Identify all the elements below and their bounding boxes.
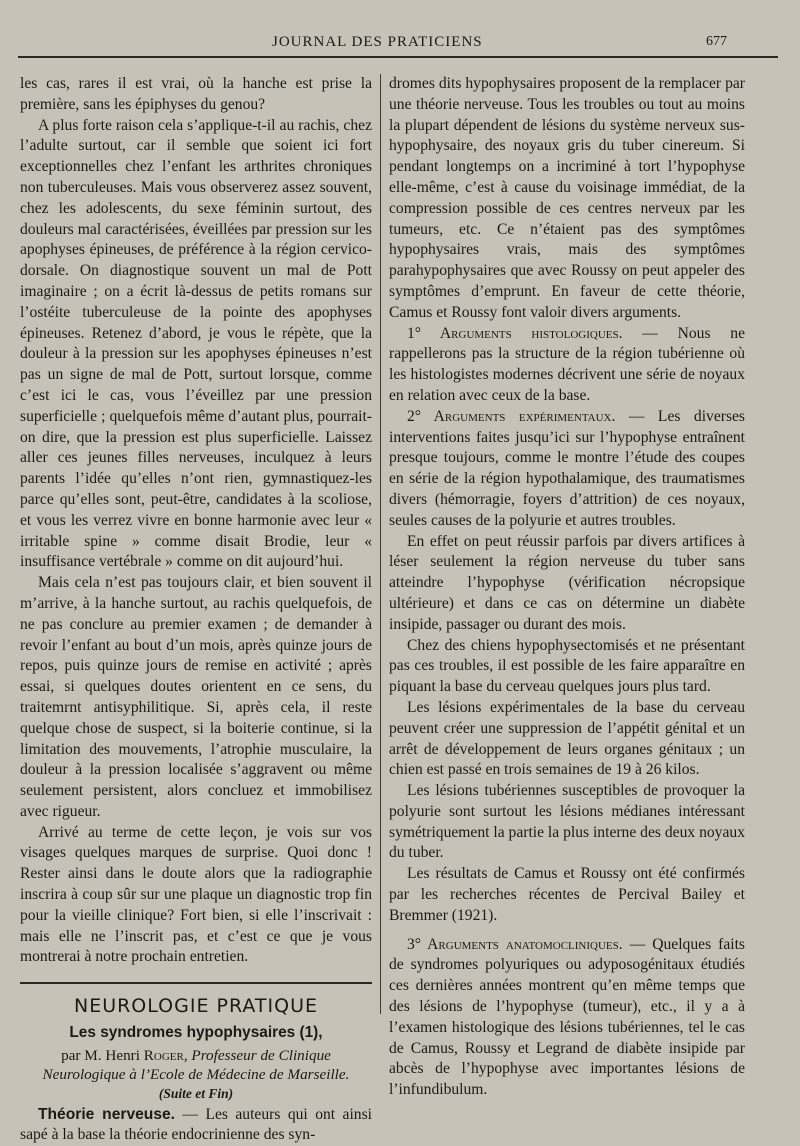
author-name: Roger [143,1046,184,1064]
suite-note: (Suite et Fin) [158,1085,234,1101]
paragraph: Chez des chiens hypophysectomisés et ne présentant pas ces troubles, il est possible de les faire apparaître en piquant la base du cerveau quelques jours plus tard. [389,636,745,696]
journal-title: JOURNAL DES PRATICIENS [272,34,483,50]
paragraph [20,1105,372,1146]
author-role: , Professeur de Clinique Neurologique à l’Ecole de Médecine de Marseille. [42,1046,350,1083]
run-in-text: — Quelques faits de syndromes polyuriques ou adyposogénitaux étudiés ces dernières années montrent qu’en même temps que des lésions de l’hypophyse (tumeur), etc., il y a à l’examen histologique des lésions tubériennes, tel le cas de Camus, Roussy et Legrand de diabète insipide par abcès de l’hypophyse avec importantes lésions de l’infundibulum. [389,935,745,1099]
run-in-heading: Théorie nerveuse. [38,1105,175,1123]
paragraph: Les lésions tubériennes susceptibles de provoquer la polyurie sont surtout les lésions médianes intéressant symétriquement la partie la plus interne des deux noyaux du tuber. [389,782,745,862]
byline [20,1046,372,1084]
run-in-heading: 3° Arguments anatomocliniques. [407,935,623,953]
paragraph: dromes dits hypophysaires proposent de la remplacer par une théorie nerveuse. Tous les troubles ou tout au moins la plupart dépendent de lésions du système nerveux sus-hypophysaire, des noyaux gris du tuber cinereum. Si pendant longtemps on a incriminé à tort l’hypophyse elle-même, c’est à cause du voisinage immédiat, de la compression possible de ces centres nerveux par les tumeurs, etc. Ce n’étaient pas des symptômes hypophysaires vrais, mais des symptômes parahypophysaires que avec Roussy on peut appeler des symptômes d’emprunt. En faveur de cette théorie, Camus et Roussy font valoir divers arguments. [389,75,745,321]
article-title: Les syndromes hypophysaires (1), [69,1024,323,1042]
paragraph: Les lésions expérimentales de la base du cerveau peuvent créer une suppression de l’appétit génital et un arrêt de développement de leurs organes génitaux ; un chien est passé en trois semaines de 19 à 26 kilos. [389,698,745,779]
run-in-text: — Les auteurs qui ont ainsi sapé à la base la théorie endocrinienne des syn- [20,1105,372,1144]
right-column [389,74,745,1101]
header-rule [18,56,778,58]
byline-prefix: par M. Henri [61,1046,144,1064]
paragraph: Mais cela n’est pas toujours clair, et bien souvent il m’arrive, à la hanche surtout, au rachis quelquefois, de ne pas conclure au premier examen ; de demander à revoir l’enfant au bout d’un mois, après quinze jours de repos, puis quinze jours de remise en activité ; après essai, si quelques doutes orientent en ce sens, du traitemrnt antisyphilitique. Si, après cela, il reste quelque chose de suspect, si la boiterie continue, si la limitation des mouvements, l’atrophie musculaire, la douleur à la pression localisée s’aggravent ou même seulement persistent, alors concluez et immobilisez avec rigueur. [20,574,372,820]
paragraph: Les résultats de Camus et Roussy ont été confirmés par les recherches récentes de Percival Bailey et Bremmer (1921). [389,865,745,924]
run-in-text: — Les diverses interventions faites jusqu’ici sur l’hypophyse entraînent presque toujours, comme le montre l’étude des coupes en série de la région hypothalamique, des traumatismes divers (hémorragie, foyers d’attrition) de ces noyaux, seules causes de la polyurie et autres troubles. [389,407,745,529]
paragraph: les cas, rares il est vrai, où la hanche est prise la première, sans les épiphyses du genou? [20,75,372,113]
page-number: 677 [706,34,727,49]
run-in-text: — Nous ne rappellerons pas la structure de la région tubérienne où les histologistes modernes décrivent une série de noyaux en relation avec ceux de la base. [389,324,745,404]
paragraph [389,407,745,532]
paragraph: Arrivé au terme de cette leçon, je vois sur vos visages quelques marques de surprise. Quoi donc ! Rester ainsi dans le doute alors que la radiographie inscrira à coup sûr sur une plaque un diagnostic trop fin pour la vieille clinique? Fort bien, si elle l’inscrivait : mais elle ne l’inscrit pas, et c’est ce que je vous montrerai à notre prochain entretien. [20,823,372,966]
running-header [0,34,800,54]
column-divider [380,74,381,1014]
left-column [20,74,372,1146]
run-in-heading: 1° Arguments histologiques. [407,324,623,342]
paragraph [389,324,745,407]
paragraph [389,935,745,1101]
paragraph: En effet on peut réussir parfois par divers artifices à léser seulement la région nerveuse du tuber sans atteindre l’hypophyse (vérification nécropsique ultérieure) et dans ce cas on détermine un diabète insipide, passager ou durant des mois. [389,532,745,633]
paragraph: A plus forte raison cela s’applique-t-il au rachis, chez l’adulte surtout, car il semble que soient ici fort exceptionnelles chez l’enfant les arthrites chroniques non tuberculeuses. Mais vous observerez assez souvent, chez les adolescents, du sexe féminin surtout, des douleurs mal caractérisées, éveillées par pression sur les apophyses épineuses, de préférence à la région cervico-dorsale. On diagnostique souvent un mal de Pott imaginaire ; on a écrit là-dessus de petits romans sur l’ostéite tuberculeuse de la pointe des apophyses épineuses. Retenez d’abord, je vous le répète, que la douleur à la pression sur les apophyses épineuses n’est pas un signe de mal de Pott, surtout lorsque, comme c’est ici le cas, vous l’éveillez par une pression superficielle ; quelquefois même d’autant plus, pourrait-on dire, que la pression est plus superficielle. Laissez aller ces jeunes filles nerveuses, inculquez à leurs parents l’idée qu’elles n’ont rien, gymnastiquez-les parce qu’elles sont, peut-être, candidates à la scoliose, et vous les verrez vivre en bonne harmonie avec leur « irritable spine » comme disait Brodie, leur « insuffisance vertébrale » comme on dit aujourd’hui. [20,116,372,571]
run-in-heading: 2° Arguments expérimentaux. [407,407,616,425]
section-title: NEUROLOGIE PRATIQUE [20,982,372,1017]
